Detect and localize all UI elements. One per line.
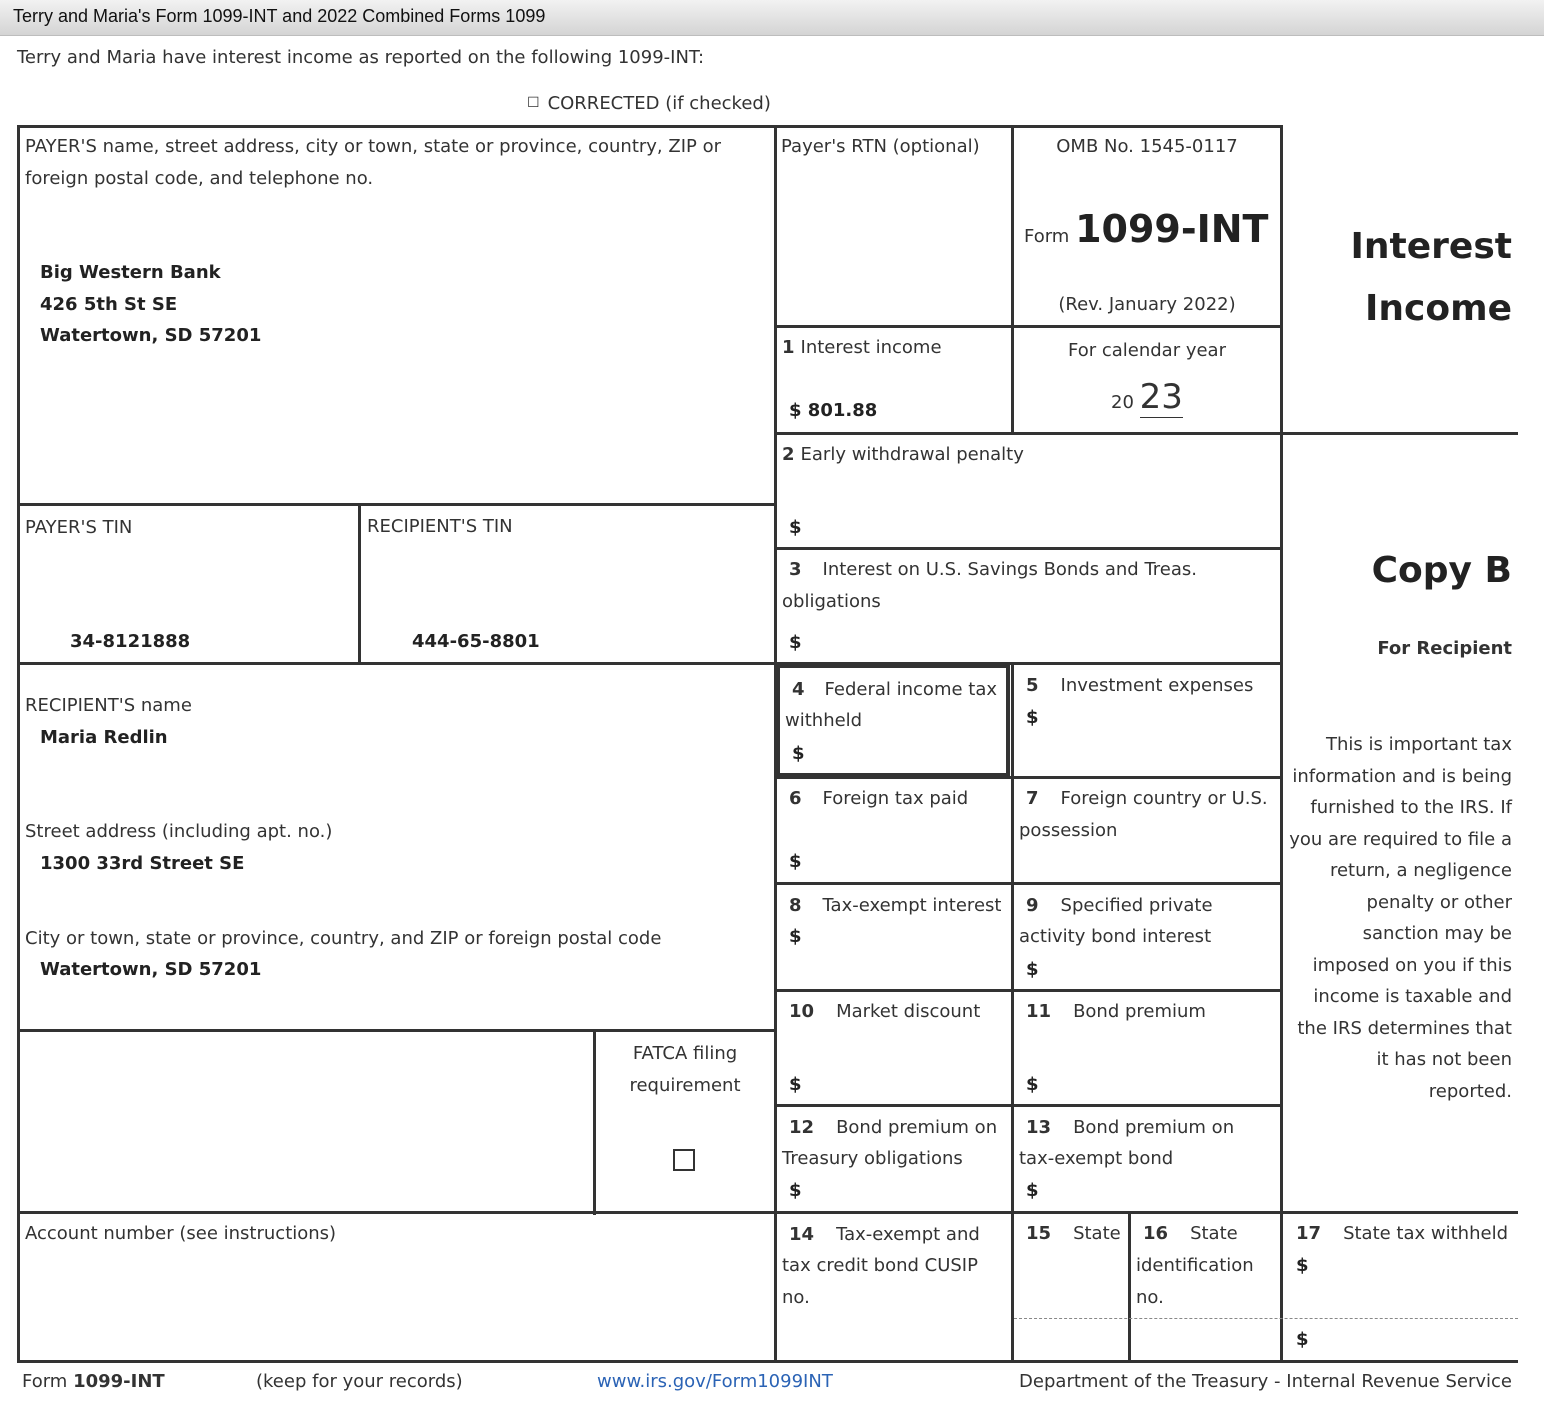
box10-label: 10 Market discount: [789, 1001, 981, 1022]
recipient-street-label: Street address (including apt. no.): [25, 821, 333, 842]
box15-label: 15 State: [1026, 1223, 1121, 1244]
fatca-label-line2: requirement: [629, 1075, 741, 1096]
year-suffix: 23: [1139, 377, 1183, 417]
footer-irs-link[interactable]: www.irs.gov/Form1099INT: [597, 1371, 833, 1392]
box4-label-line1: 4 Federal income tax: [792, 679, 998, 700]
box17-dollar-1: $: [1296, 1255, 1309, 1276]
payer-label-line2: foreign postal code, and telephone no.: [25, 168, 374, 189]
box9-dollar: $: [1026, 959, 1039, 980]
box6-label: 6 Foreign tax paid: [789, 788, 969, 809]
copy-title: Copy B: [1371, 550, 1512, 591]
recipient-name-label: RECIPIENT'S name: [25, 695, 192, 716]
box13-label-line1: 13 Bond premium on: [1026, 1117, 1235, 1138]
form-title-line2: Income: [1364, 288, 1512, 329]
box11-dollar: $: [1026, 1074, 1039, 1095]
box5-dollar: $: [1026, 707, 1039, 728]
corrected-label: CORRECTED (if checked): [547, 93, 771, 114]
box1-value: $ 801.88: [789, 400, 878, 421]
box17-label: 17 State tax withheld: [1296, 1223, 1508, 1244]
box7-label-line1: 7 Foreign country or U.S.: [1026, 788, 1268, 809]
box3-label-line2: obligations: [782, 591, 881, 612]
box6-dollar: $: [789, 851, 802, 872]
fatca-label-line1: FATCA filing: [632, 1043, 738, 1064]
recipient-city-label: City or town, state or province, country, and ZIP or foreign postal code: [25, 928, 662, 949]
box3-label-line1: 3 Interest on U.S. Savings Bonds and Treas.: [789, 559, 1198, 580]
payer-name: Big Western Bank: [40, 262, 221, 283]
payer-city: Watertown, SD 57201: [40, 325, 262, 346]
box13-dollar: $: [1026, 1180, 1039, 1201]
box16-label-line3: no.: [1136, 1287, 1164, 1308]
box3-dollar: $: [789, 632, 802, 653]
box1-label: 1 Interest income: [782, 337, 942, 358]
box13-label-line2: tax-exempt bond: [1019, 1148, 1174, 1169]
box9-label-line2: activity bond interest: [1019, 926, 1212, 947]
corrected-checkbox[interactable]: [527, 93, 771, 114]
payer-rtn-label: Payer's RTN (optional): [781, 136, 980, 157]
box12-dollar: $: [789, 1180, 802, 1201]
form-id: [1024, 204, 1268, 262]
payer-tin-value: 34-8121888: [70, 631, 191, 652]
calendar-year: [1111, 375, 1183, 425]
footer-keep: (keep for your records): [256, 1371, 463, 1392]
box2-dollar: $: [789, 517, 802, 538]
calendar-year-label: For calendar year: [1068, 340, 1226, 361]
form-revision: (Rev. January 2022): [1058, 294, 1236, 315]
box10-dollar: $: [789, 1074, 802, 1095]
recipient-tin-value: 444-65-8801: [412, 631, 540, 652]
window-title: Terry and Maria's Form 1099-INT and 2022 Combined Forms 1099: [0, 0, 1544, 36]
checkbox-icon: ☐: [527, 95, 540, 111]
box14-label-line2: tax credit bond CUSIP: [782, 1255, 978, 1276]
intro-text: Terry and Maria have interest income as reported on the following 1099-INT:: [17, 47, 705, 68]
fatca-checkbox[interactable]: [673, 1149, 695, 1171]
footer-department: Department of the Treasury - Internal Revenue Service: [1019, 1371, 1512, 1392]
form-name: 1099-INT: [1075, 207, 1269, 251]
box2-label: 2 Early withdrawal penalty: [782, 444, 1024, 465]
box16-label-line2: identification: [1136, 1255, 1254, 1276]
box14-label-line3: no.: [782, 1287, 810, 1308]
box12-label-line2: Treasury obligations: [782, 1148, 963, 1169]
box8-label: 8 Tax-exempt interest: [789, 895, 1002, 916]
box4-dollar: $: [792, 743, 805, 764]
box11-label: 11 Bond premium: [1026, 1001, 1206, 1022]
box17-dollar-2: $: [1296, 1329, 1309, 1350]
recipient-city: Watertown, SD 57201: [40, 959, 262, 980]
payer-tin-label: PAYER'S TIN: [25, 517, 133, 538]
form-title: [1290, 216, 1512, 340]
omb-number: OMB No. 1545-0117: [1056, 136, 1238, 157]
box8-dollar: $: [789, 926, 802, 947]
account-number-label: Account number (see instructions): [25, 1223, 337, 1244]
box14-label-line1: 14 Tax-exempt and: [789, 1224, 980, 1245]
recipient-name: Maria Redlin: [40, 727, 168, 748]
footer-form: Form 1099-INT: [22, 1371, 165, 1392]
box12-label-line1: 12 Bond premium on: [789, 1117, 998, 1138]
copy-subtitle: For Recipient: [1377, 638, 1512, 659]
year-prefix: 20: [1111, 392, 1134, 413]
box16-label-line1: 16 State: [1143, 1223, 1238, 1244]
payer-label-line1: PAYER'S name, street address, city or town, state or province, country, ZIP or: [25, 136, 721, 157]
recipient-street: 1300 33rd Street SE: [40, 853, 245, 874]
box5-label: 5 Investment expenses: [1026, 675, 1254, 696]
form-prefix: Form: [1024, 226, 1070, 247]
box4-label-line2: withheld: [785, 710, 863, 731]
payer-street: 426 5th St SE: [40, 294, 178, 315]
recipient-tin-label: RECIPIENT'S TIN: [367, 516, 513, 537]
box9-label-line1: 9 Specified private: [1026, 895, 1213, 916]
form-title-line1: Interest: [1350, 226, 1512, 267]
box7-label-line2: possession: [1019, 820, 1118, 841]
notice-text: This is important tax information and is being furnished to the IRS. If you are required to file a return, a negligence penalty or other sanction may be imposed on you if this income is taxable and the IRS determines that it has not been reported.: [1289, 734, 1512, 1102]
